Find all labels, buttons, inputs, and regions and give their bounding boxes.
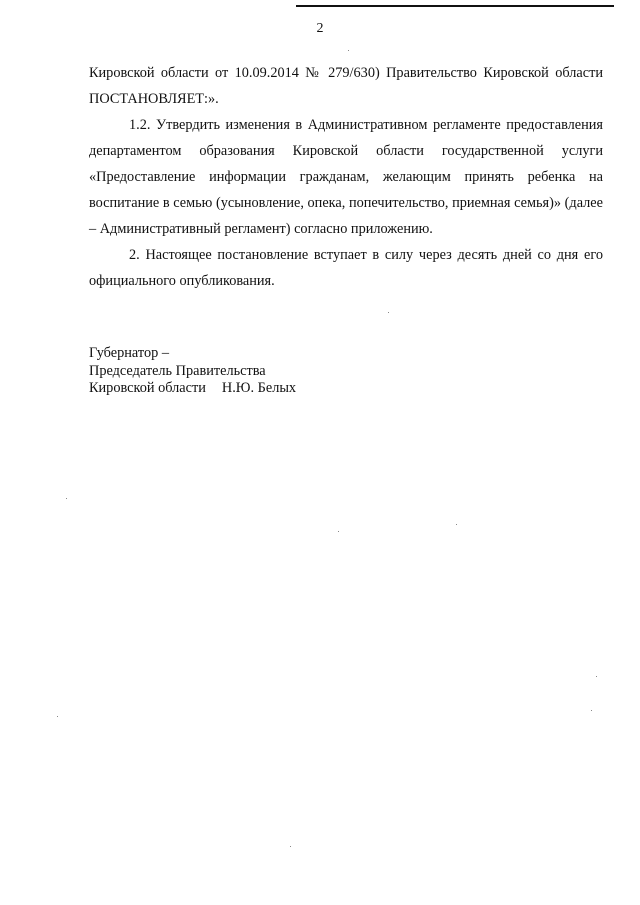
signer-title-line-3 [89, 380, 296, 398]
page-number: 2 [316, 21, 324, 36]
paragraph-item-1-2: 1.2. Утвердить изменения в Административном регламенте предоставления департаментом образования Кировской области государственной услуги «Предоставление информации гражданам, желающим принять ребенка на воспитание в семью (усыновление, опека, попечительство, приемная семья)» (далее – Административный регламент) согласно приложению. [89, 117, 603, 237]
paragraph-item-2: 2. Настоящее постановление вступает в силу через десять дней со дня его официального опубликования. [89, 247, 603, 289]
signer-name: Н.Ю. Белых [221, 380, 297, 396]
signer-region: Кировской области [89, 380, 206, 396]
signature-block [89, 345, 296, 398]
scan-speck [66, 498, 67, 499]
scan-speck [348, 50, 349, 51]
signer-title-line-1: Губернатор – [89, 345, 169, 361]
paragraph-continuation: Кировской области от 10.09.2014 № 279/630) Правительство Кировской области ПОСТАНОВЛЯЕТ:». [89, 65, 603, 107]
scan-speck [57, 716, 58, 717]
scan-speck [456, 524, 457, 525]
scan-speck [591, 710, 592, 711]
scan-speck [338, 531, 339, 532]
header-rule [296, 5, 614, 7]
signer-title-line-2: Председатель Правительства [89, 362, 266, 379]
scan-speck [388, 312, 389, 313]
scan-speck [596, 676, 597, 677]
scan-speck [290, 846, 291, 847]
